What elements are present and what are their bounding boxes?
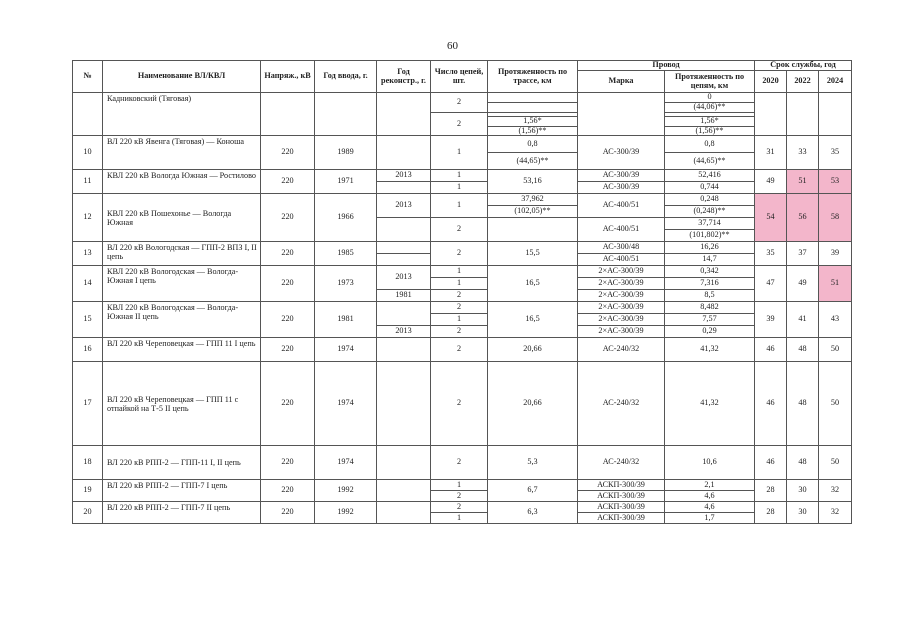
col-name: Наименование ВЛ/КВЛ (103, 61, 261, 93)
col-year-recon: Год реконстр., г. (377, 61, 431, 93)
table-row: (44,06)** (73, 103, 852, 113)
table-row: (44,65)** (44,65)** (73, 153, 852, 170)
line-name: ВЛ 220 кВ РПП-2 — ГПП-7 II цепь (103, 502, 261, 524)
table-row: 12 КВЛ 220 кВ Пошехонье — Вологда Южная 220 1966 2013 1 37,962 АС-400/51 0,248 54 56 58 (73, 194, 852, 206)
table-row: 11 КВЛ 220 кВ Вологда Южная — Ростилово 220 1971 2013 1 53,16 АС-300/39 52,416 49 51 53 (73, 170, 852, 182)
line-name: КВЛ 220 кВ Пошехонье — Вологда Южная (103, 194, 261, 242)
table-row: (102,05)** (0,248)** (73, 206, 852, 218)
page-number: 60 (447, 40, 458, 52)
col-circuits: Число цепей, шт. (431, 61, 488, 93)
col-2022: 2022 (787, 71, 819, 93)
table-row: 10 ВЛ 220 кВ Явенга (Тяговая) — Коноша 220 1989 1 0,8 АС-300/39 0,8 31 33 35 (73, 136, 852, 153)
col-route-length: Протяженность по трассе, км (488, 61, 578, 93)
power-lines-table (72, 60, 852, 524)
col-wire-mark: Марка (578, 71, 665, 93)
line-name: ВЛ 220 кВ Череповецкая — ГПП 11 I цепь (103, 338, 261, 362)
table-row: 13 ВЛ 220 кВ Вологодская — ГПП-2 ВПЗ I, II цепь 220 1985 2 15,5 АС-300/48 16,26 35 37 39 (73, 242, 852, 254)
col-service: Срок службы, год (755, 61, 852, 71)
col-2020: 2020 (755, 71, 787, 93)
highlight-cell: 53 (819, 170, 852, 194)
highlight-cell: 51 (787, 170, 819, 194)
table-row: 14 КВЛ 220 кВ Вологодская — Вологда-Южная I цепь 220 1973 2013 1 16,5 2×АС-300/39 0,342 47 49 51 (73, 266, 852, 278)
table-row: 2013 2 2×АС-300/39 0,29 (73, 326, 852, 338)
highlight-cell: 56 (787, 194, 819, 242)
table-row: 2 АС-400/51 37,714 (73, 218, 852, 230)
table-row: 1 АС-300/39 0,744 (73, 182, 852, 194)
col-year-in: Год ввода, г. (315, 61, 377, 93)
table-row: 16 ВЛ 220 кВ Череповецкая — ГПП 11 I цепь 220 1974 2 20,66 АС-240/32 41,32 46 48 50 (73, 338, 852, 362)
table-row: АС-400/51 14,7 (73, 254, 852, 266)
highlight-cell: 58 (819, 194, 852, 242)
line-name: ВЛ 220 кВ Явенга (Тяговая) — Коноша (103, 136, 261, 170)
highlight-cell: 54 (755, 194, 787, 242)
table-row: 20 ВЛ 220 кВ РПП-2 — ГПП-7 II цепь 220 1992 2 6,3 АСКП-300/39 4,6 28 30 32 (73, 502, 852, 513)
col-wire-length: Протяженность по цепям, км (665, 71, 755, 93)
col-wire: Провод (578, 61, 755, 71)
col-num: № (73, 61, 103, 93)
table-row: 1981 2 2×АС-300/39 8,5 (73, 290, 852, 302)
table-row: (1,56)** (1,56)** (73, 126, 852, 136)
table-row: 2 АСКП-300/39 4,6 (73, 491, 852, 502)
table-row: 2 (73, 113, 852, 117)
col-voltage: Напряж., кВ (261, 61, 315, 93)
table-row: 15 КВЛ 220 кВ Вологодская — Вологда-Южная II цепь 220 1981 2 16,5 2×АС-300/39 8,482 39 41 43 (73, 302, 852, 314)
line-name: ВЛ 220 кВ РПП-2 — ГПП-7 I цепь (103, 480, 261, 502)
line-name: Кадниковский (Тяговая) (103, 93, 261, 136)
line-name: ВЛ 220 кВ Череповецкая — ГПП 11 с отпайкой на Т-5 II цепь (103, 362, 261, 446)
highlight-cell: 51 (819, 266, 852, 302)
table-row: 1 2×АС-300/39 7,57 (73, 314, 852, 326)
table-row: (101,802)** (73, 230, 852, 242)
table-row: Кадниковский (Тяговая) 2 0 (73, 93, 852, 103)
line-name: ВЛ 220 кВ Вологодская — ГПП-2 ВПЗ I, II цепь (103, 242, 261, 266)
line-name: КВЛ 220 кВ Вологодская — Вологда-Южная II цепь (103, 302, 261, 338)
line-name: КВЛ 220 кВ Вологодская — Вологда-Южная I цепь (103, 266, 261, 302)
col-2024: 2024 (819, 71, 852, 93)
table-row: 19 ВЛ 220 кВ РПП-2 — ГПП-7 I цепь 220 1992 1 6,7 АСКП-300/39 2,1 28 30 32 (73, 480, 852, 491)
table-row: 1 2×АС-300/39 7,316 (73, 278, 852, 290)
table-row: 1 АСКП-300/39 1,7 (73, 513, 852, 524)
line-name: КВЛ 220 кВ Вологда Южная — Ростилово (103, 170, 261, 194)
table-row: 17 ВЛ 220 кВ Череповецкая — ГПП 11 с отпайкой на Т-5 II цепь 220 1974 2 20,66 АС-240/32 41,32 46 48 50 (73, 362, 852, 446)
line-name: ВЛ 220 кВ РПП-2 — ГПП-11 I, II цепь (103, 446, 261, 480)
table-row: 1,56* 1,56* (73, 117, 852, 127)
table-row: 18 ВЛ 220 кВ РПП-2 — ГПП-11 I, II цепь 220 1974 2 5,3 АС-240/32 10,6 46 48 50 (73, 446, 852, 480)
